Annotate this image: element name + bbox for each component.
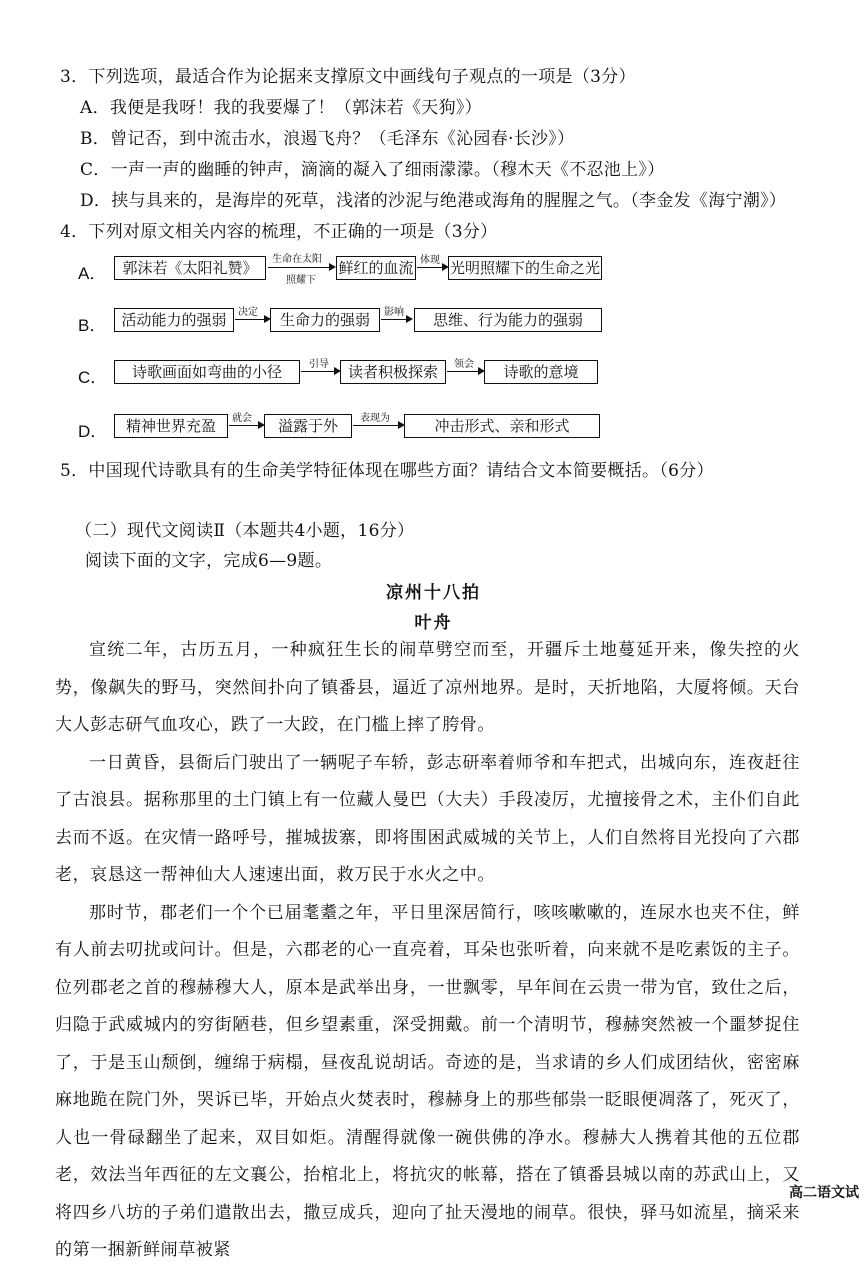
- section-header: （二）现代文阅读Ⅱ（本题共4小题，16分）: [75, 521, 415, 541]
- q3-option-b: B．曾记否，到中流击水，浪遏飞舟？（毛泽东《沁园春·长沙》）: [80, 129, 575, 149]
- flow-b-arrow-1: [235, 319, 269, 320]
- flow-d-box-1: 精神世界充盈: [114, 414, 228, 438]
- article-body: [55, 632, 800, 1270]
- flow-c-box-3: 诗歌的意境: [484, 360, 598, 384]
- flow-a-box-2: 鲜红的血流: [336, 256, 416, 280]
- flow-d-box-3: 冲击形式、亲和形式: [404, 414, 600, 438]
- flow-c-arrow-1: [301, 371, 339, 372]
- flow-a-arrow-1: [268, 267, 334, 268]
- article-author: 叶舟: [414, 613, 453, 633]
- flow-a-box-1: 郭沫若《太阳礼赞》: [114, 256, 266, 280]
- flow-a-arrow-1-label-bottom: 照耀下: [286, 275, 316, 286]
- flow-d-arrow-1-label: 就会: [232, 413, 252, 424]
- flow-b-arrow-2-label: 影响: [384, 307, 404, 318]
- flow-d-box-2: 溢露于外: [264, 414, 352, 438]
- flow-b-box-1: 活动能力的强弱: [114, 308, 234, 332]
- page-footer: 高二语文试: [789, 1185, 859, 1201]
- paragraph-3: 那时节，郡老们一个个已届耄耋之年，平日里深居简行，咳咳嗽嗽的，连尿水也夹不住，鲜有人前去叨扰或问计。但是，六郡老的心一直亮着，耳朵也张听着，向来就不是吃素饭的主子。位列郡老之首的穆赫穆大人，原本是武举出身，一世飘零，早年间在云贵一带为官，致仕之后，归隐于武威城内的穷街陋巷，但乡望素重，深受拥戴。前一个清明节，穆赫突然被一个噩梦捉住了，于是玉山颓倒，缠绵于病榻，昼夜乱说胡话。奇迹的是，当求请的乡人们成团结伙，密密麻麻地跪在院门外，哭诉已毕，开始点火焚表时，穆赫身上的那些郁祟一眨眼便凋落了，死灭了，人也一骨碌翻坐了起来，双目如炬。清醒得就像一碗供佛的净水。穆赫大人携着其他的五位郡老，效法当年西征的左文襄公，抬棺北上，将抗灾的帐幕，搭在了镇番县城以南的苏武山上，又将四乡八坊的子弟们遣散出去，撒豆成兵，迎向了扯天漫地的闹草。很快，驿马如流星，摘采来的第一捆新鲜闹草被紧: [55, 902, 800, 1260]
- flow-a-arrow-2-label: 体现: [420, 255, 440, 266]
- q4-option-c-flow: [78, 360, 638, 388]
- flow-a-arrow-1-label-top: 生命在太阳: [272, 254, 322, 265]
- flow-c-box-2: 读者积极探索: [340, 360, 446, 384]
- q4-option-d-flow: [78, 414, 638, 442]
- flow-c-arrow-2: [447, 371, 483, 372]
- q4-option-a-letter: A．: [78, 264, 107, 283]
- flow-c-box-1: 诗歌画面如弯曲的小径: [114, 360, 300, 384]
- q3-option-c: C．一声一声的幽睡的钟声，滴滴的凝入了细雨濛濛。（穆木天《不忍池上》）: [80, 160, 665, 180]
- q3-stem: 3．下列选项，最适合作为论据来支撑原文中画线句子观点的一项是（3分）: [60, 67, 636, 87]
- flow-d-arrow-1: [229, 425, 263, 426]
- flow-b-box-3: 思维、行为能力的强弱: [414, 308, 602, 332]
- q4-option-c-letter: C．: [78, 368, 108, 387]
- paragraph-1: 宣统二年，古历五月，一种疯狂生长的闹草劈空而至，开疆斥土地蔓延开来，像失控的火势，像飙失的野马，突然间扑向了镇番县，逼近了凉州地界。是时，天折地陷，大厦将倾。天台大人彭志研气血攻心，跌了一大跤，在门槛上摔了胯骨。: [55, 640, 800, 735]
- q4-option-a-flow: [78, 256, 638, 284]
- flow-b-box-2: 生命力的强弱: [270, 308, 380, 332]
- flow-a-arrow-2: [417, 267, 447, 268]
- article-title: 凉州十八拍: [386, 583, 481, 603]
- flow-b-arrow-2: [381, 319, 411, 320]
- q4-option-b-flow: [78, 308, 638, 336]
- q3-option-a: A．我便是我呀！我的我要爆了！（郭沫若《天狗》）: [80, 98, 482, 118]
- flow-c-arrow-1-label: 引导: [309, 359, 329, 370]
- paragraph-2: 一日黄昏，县衙后门驶出了一辆呢子车轿，彭志研率着师爷和车把式，出城向东，连夜赶往了古浪县。据称那里的土门镇上有一位藏人曼巴（大夫）手段凌厉，尤擅接骨之术，主仆们自此去而不返。在灾情一路呼号，摧城拔寨，即将围困武威城的关节上，人们自然将目光投向了六郡老，哀恳这一帮神仙大人速速出面，救万民于水火之中。: [55, 752, 800, 885]
- q3-option-d: D．挟与具来的，是海岸的死草，浅渚的沙泥与绝港或海角的腥腥之气。（李金发《海宁潮》）: [80, 191, 787, 211]
- q4-stem: 4．下列对原文相关内容的梳理，不正确的一项是（3分）: [60, 222, 498, 242]
- q5-stem: 5．中国现代诗歌具有的生命美学特征体现在哪些方面？请结合文本简要概括。（6分）: [60, 461, 714, 481]
- section-instruction: 阅读下面的文字，完成6—9题。: [85, 551, 333, 571]
- flow-b-arrow-1-label: 决定: [238, 307, 258, 318]
- q4-option-b-letter: B．: [78, 316, 107, 335]
- flow-d-arrow-2: [353, 425, 403, 426]
- q4-option-d-letter: D．: [78, 422, 108, 441]
- flow-c-arrow-2-label: 领会: [454, 359, 474, 370]
- flow-a-box-3: 光明照耀下的生命之光: [448, 256, 602, 280]
- flow-d-arrow-2-label: 表现为: [360, 413, 390, 424]
